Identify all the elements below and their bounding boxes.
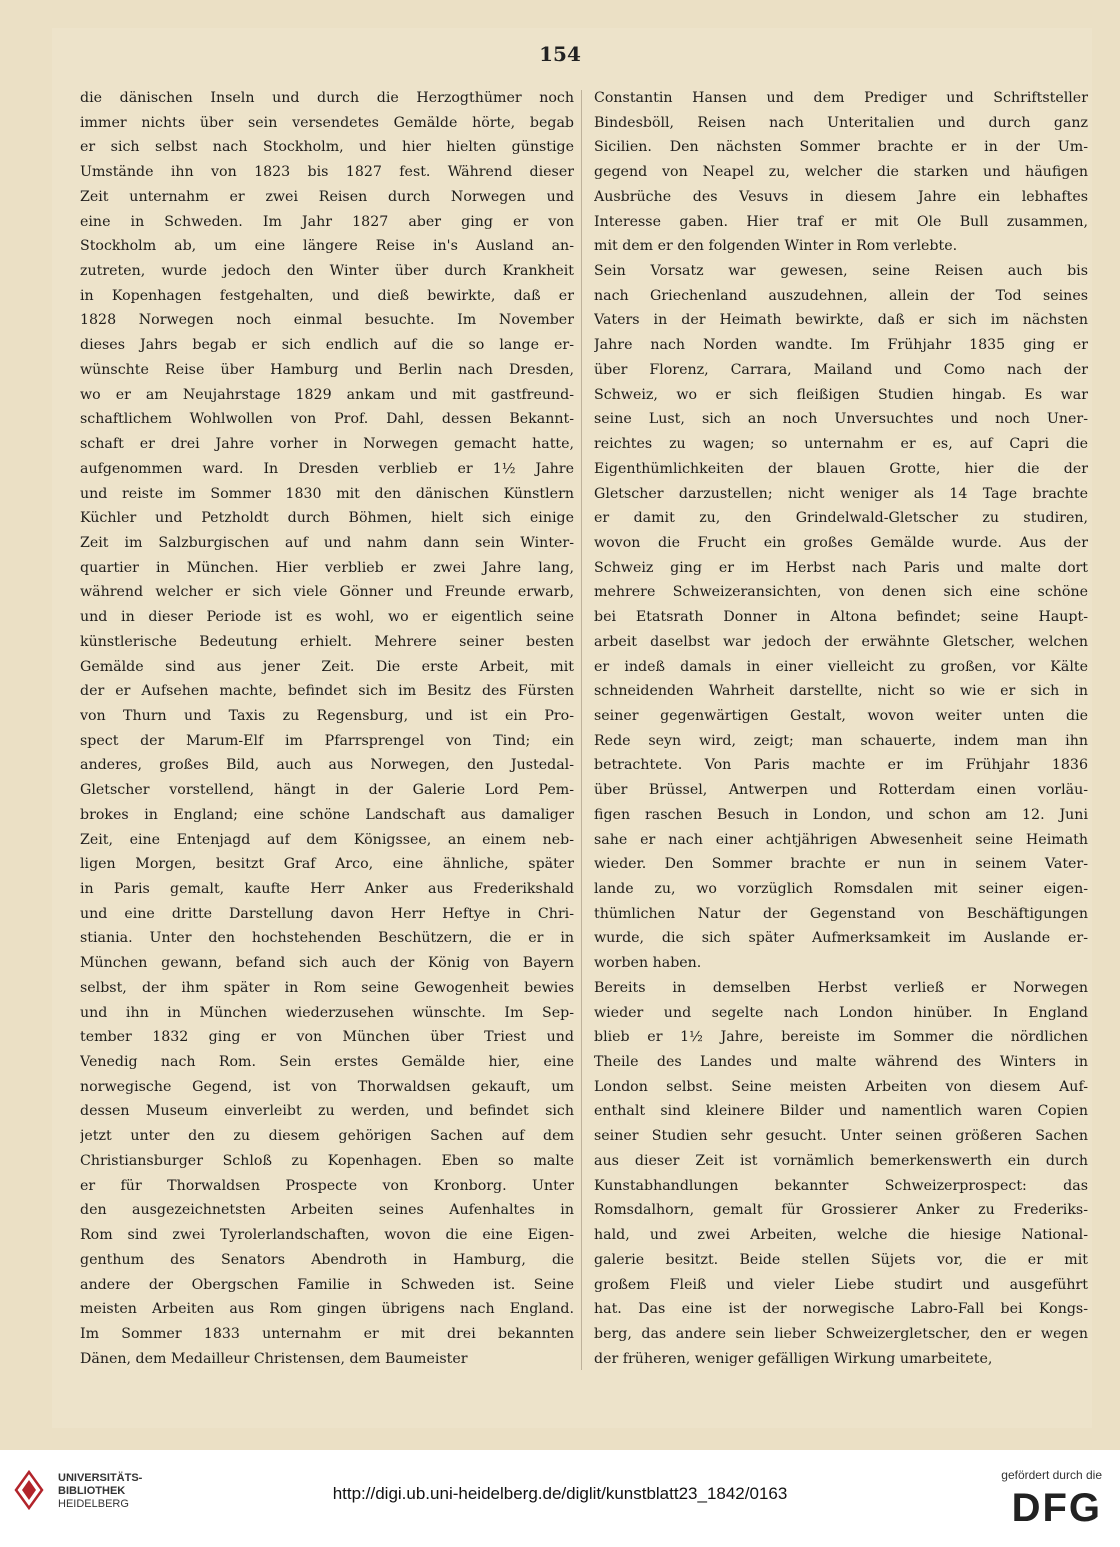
- text-line: aufgenommen ward. In Dresden verblieb er 1½ Jahre: [80, 460, 574, 477]
- text-line: enthalt sind kleinere Bilder und namentlich waren Copien: [594, 1103, 1088, 1120]
- text-line: quartier in München. Hier verblieb er zwei Jahre lang,: [80, 559, 574, 576]
- text-line: Zeit im Salzburgischen auf und nahm dann sein Winter-: [80, 534, 574, 551]
- text-line: er für Thorwaldsen Prospecte von Kronborg. Unter: [80, 1177, 574, 1194]
- text-line: in Paris gemalt, kaufte Herr Anker aus Frederikshald: [80, 881, 574, 897]
- text-line: mehrere Schweizeransichten, von denen sich eine schöne: [594, 584, 1088, 601]
- text-line: Venedig nach Rom. Sein erstes Gemälde hier, eine: [80, 1054, 574, 1071]
- text-line: norwegische Gegend, ist von Thorwaldsen gekauft, um: [80, 1078, 574, 1095]
- text-line: blieb er 1½ Jahre, bereiste im Sommer die nördlichen: [594, 1029, 1088, 1046]
- text-line: nach Griechenland auszudehnen, allein der Tod seines: [594, 287, 1088, 304]
- right-text-column: [594, 86, 1088, 1371]
- text-line: berg, das andere sein lieber Schweizergletscher, den er wegen: [594, 1325, 1088, 1342]
- text-line: seiner gegenwärtigen Gestalt, wovon weiter unten die: [594, 707, 1088, 724]
- text-line: er damit zu, den Grindelwald-Gletscher zu studiren,: [594, 510, 1088, 527]
- text-line: bei Etatsrath Donner in Altona befindet; seine Haupt-: [594, 609, 1088, 626]
- text-line: Theile des Landes und malte während des Winters in: [594, 1054, 1088, 1071]
- library-name-line1: UNIVERSITÄTS-: [58, 1472, 143, 1484]
- library-name-line3: HEIDELBERG: [58, 1498, 129, 1510]
- text-line: Christiansburger Schloß zu Kopenhagen. Eben so malte: [80, 1152, 574, 1169]
- text-line: Jahre nach Norden wandte. Im Frühjahr 1835 ging er: [594, 337, 1088, 354]
- text-line: und eine dritte Darstellung davon Herr Heftye in Chri-: [80, 905, 574, 922]
- text-line: hald, und zwei Arbeiten, welche die hiesige National-: [594, 1227, 1088, 1244]
- text-line: tember 1832 ging er von München über Triest und: [80, 1029, 574, 1046]
- text-line: der früheren, weniger gefälligen Wirkung umarbeitete,: [594, 1350, 993, 1367]
- text-line: er sich selbst nach Stockholm, und hier hielten günstige: [80, 139, 574, 156]
- text-line: Rom sind zwei Tyrolerlandschaften, wovon die eine Eigen-: [80, 1227, 574, 1244]
- text-line: in Kopenhagen festgehalten, und dieß bewirkte, daß er: [80, 287, 574, 304]
- text-line: schaft er drei Jahre vorher in Norwegen gemacht hatte,: [80, 436, 574, 453]
- text-line: eine in Schweden. Im Jahr 1827 aber ging er von: [80, 213, 574, 230]
- text-line: jetzt unter den zu diesem gehörigen Sachen auf dem: [80, 1128, 574, 1145]
- text-line: anderes, großes Bild, auch aus Norwegen, den Justedal-: [80, 757, 574, 774]
- text-line: Gletscher vorstellend, hängt in der Galerie Lord Pem-: [80, 782, 574, 799]
- text-line: Dänen, dem Medailleur Christensen, dem Baumeister: [80, 1350, 468, 1367]
- text-line: Gletscher darzustellen; nicht weniger als 14 Tage brachte: [594, 485, 1088, 502]
- text-line: Constantin Hansen und dem Prediger und Schriftsteller: [594, 90, 1088, 106]
- text-line: München gewann, befand sich auch der König von Bayern: [80, 955, 574, 972]
- column-divider: [581, 90, 582, 1370]
- permalink-url[interactable]: http://digi.ub.uni-heidelberg.de/diglit/kunstblatt23_1842/0163: [332, 1484, 788, 1503]
- text-line: über Florenz, Carrara, Mailand und Como nach der: [594, 361, 1088, 378]
- text-line: ligen Morgen, besitzt Graf Arco, eine ähnliche, später: [80, 856, 574, 873]
- text-line: Schweiz, wo er sich fleißigen Studien hingab. Es war: [594, 386, 1088, 403]
- text-line: zutreten, wurde jedoch den Winter über durch Krankheit: [80, 263, 574, 280]
- text-line: brokes in England; eine schöne Landschaft aus damaliger: [80, 806, 574, 823]
- text-line: hat. Das eine ist der norwegische Labro-Fall bei Kongs-: [594, 1301, 1088, 1318]
- text-line: Eigenthümlichkeiten der blauen Grotte, hier die der: [594, 460, 1088, 477]
- text-line: seine Lust, sich an noch Unversuchtes und noch Uner-: [594, 411, 1088, 428]
- text-line: wo er am Neujahrstage 1829 ankam und mit gastfreund-: [80, 386, 574, 403]
- text-line: über Brüssel, Antwerpen und Rotterdam einen vorläu-: [594, 782, 1088, 799]
- text-line: wieder. Den Sommer brachte er nun in seinem Vater-: [594, 856, 1088, 873]
- text-line: Romsdalhorn, gemalt für Grossierer Anker zu Frederiks-: [594, 1202, 1088, 1219]
- text-line: Im Sommer 1833 unternahm er mit drei bekannten: [80, 1325, 574, 1342]
- text-line: wurde, die sich später Aufmerksamkeit im Auslande er-: [594, 930, 1088, 947]
- text-line: spect der Marum-Elf im Pfarrsprengel von Tind; ein: [80, 732, 574, 749]
- text-line: Vaters in der Heimath bewirkte, daß er sich im nächsten: [594, 312, 1088, 329]
- text-line: figen raschen Besuch in London, und schon am 12. Juni: [594, 806, 1088, 823]
- text-line: Zeit unternahm er zwei Reisen durch Norwegen und: [80, 188, 574, 205]
- text-line: betrachtete. Von Paris machte er im Frühjahr 1836: [594, 757, 1088, 774]
- text-line: Zeit, eine Entenjagd auf dem Königssee, an einem neb-: [80, 831, 574, 848]
- text-line: Küchler und Petzholdt durch Böhmen, hielt sich einige: [80, 510, 574, 527]
- left-text-column: [80, 86, 574, 1371]
- text-line: 1828 Norwegen noch einmal besuchte. Im November: [80, 312, 574, 329]
- library-name-line2: BIBLIOTHEK: [58, 1485, 126, 1497]
- text-line: Schweiz ging er im Herbst nach Paris und malte dort: [594, 559, 1088, 576]
- text-line: dessen Museum einverleibt zu werden, und befindet sich: [80, 1103, 574, 1120]
- text-line: und in dieser Periode ist es wohl, wo er eigentlich seine: [80, 609, 574, 626]
- text-line: wieder und segelte nach London hinüber. In England: [594, 1004, 1088, 1021]
- text-line: Rede seyn wird, zeigt; man schauerte, indem man ihn: [594, 732, 1088, 749]
- text-line: seiner Studien sehr gesucht. Unter seinen größeren Sachen: [594, 1128, 1088, 1145]
- text-line: Interesse gaben. Hier traf er mit Ole Bull zusammen,: [594, 213, 1088, 230]
- text-line: immer nichts über sein versendetes Gemälde hörte, begab: [80, 114, 574, 131]
- text-line: arbeit daselbst war jedoch der erwähnte Gletscher, welchen: [594, 633, 1088, 650]
- text-line: von Thurn und Taxis zu Regensburg, und ist ein Pro-: [80, 707, 574, 724]
- text-line: schaftlichem Wohlwollen von Prof. Dahl, dessen Bekannt-: [80, 411, 574, 428]
- text-line: galerie besitzt. Beide stellen Süjets vor, die er mit: [594, 1251, 1088, 1268]
- text-line: Kunstabhandlungen bekannter Schweizerprospect: das: [594, 1177, 1088, 1194]
- text-line: schneidenden Wahrheit darstellte, nicht so wie er sich in: [594, 683, 1088, 700]
- text-line: Gemälde sind aus jener Zeit. Die erste Arbeit, mit: [80, 658, 574, 675]
- text-line: Sein Vorsatz war gewesen, seine Reisen auch bis: [594, 263, 1088, 280]
- page-number: 154: [539, 42, 581, 66]
- text-line: den ausgezeichnetsten Arbeiten seines Aufenhaltes in: [80, 1202, 574, 1219]
- text-line: thümlichen Natur der Gegenstand von Beschäftigungen: [594, 905, 1088, 922]
- text-line: künstlerische Bedeutung erhielt. Mehrere seiner besten: [80, 633, 574, 650]
- footer-bar: [0, 1450, 1120, 1547]
- dfg-logo[interactable]: DFG: [1011, 1486, 1102, 1530]
- text-line: wünschte Reise über Hamburg und Berlin nach Dresden,: [80, 361, 574, 378]
- text-line: wovon die Frucht ein großes Gemälde wurde. Aus der: [594, 534, 1088, 551]
- text-line: und ihn in München wiederzusehen wünschte. Im Sep-: [80, 1004, 574, 1021]
- text-line: die dänischen Inseln und durch die Herzogthümer noch: [80, 90, 574, 106]
- text-line: Bereits in demselben Herbst verließ er Norwegen: [594, 979, 1088, 996]
- text-line: selbst, der ihm später in Rom seine Gewogenheit bewies: [80, 979, 574, 996]
- text-line: sahe er nach einer achtjährigen Abwesenheit seine Heimath: [594, 831, 1088, 848]
- text-line: lande zu, wo vorzüglich Romsdalen mit seiner eigen-: [594, 881, 1088, 897]
- text-line: andere der Obergschen Familie in Schweden ist. Seine: [80, 1276, 574, 1293]
- text-line: Bindesböll, Reisen nach Unteritalien und durch ganz: [594, 114, 1088, 131]
- text-line: der er Aufsehen machte, befindet sich im Besitz des Fürsten: [80, 683, 574, 700]
- text-line: London selbst. Seine meisten Arbeiten von diesem Auf-: [594, 1078, 1088, 1095]
- funded-by-label: gefördert durch die: [1001, 1468, 1102, 1482]
- text-line: dieses Jahrs begab er sich endlich auf die so lange er-: [80, 337, 574, 354]
- text-line: während welcher er sich viele Gönner und Freunde erwarb,: [80, 584, 574, 601]
- text-line: meisten Arbeiten aus Rom gingen übrigens nach England.: [80, 1301, 574, 1318]
- text-line: worben haben.: [594, 955, 702, 972]
- text-line: Umstände ihn von 1823 bis 1827 fest. Während dieser: [80, 164, 574, 181]
- text-line: Ausbrüche des Vesuvs in diesem Jahre ein lebhaftes: [594, 188, 1088, 205]
- text-line: mit dem er den folgenden Winter in Rom verlebte.: [594, 238, 958, 255]
- text-line: genthum des Senators Abendroth in Hamburg, die: [80, 1251, 574, 1268]
- text-line: stiania. Unter den hochstehenden Beschützern, die er in: [80, 930, 574, 947]
- text-line: Stockholm ab, um eine längere Reise in's Ausland an-: [80, 238, 574, 255]
- text-line: und reiste im Sommer 1830 mit den dänischen Künstlern: [80, 485, 574, 502]
- text-line: Sicilien. Den nächsten Sommer brachte er in der Um-: [594, 139, 1088, 156]
- text-line: gegend von Neapel zu, welcher die starken und häufigen: [594, 164, 1088, 181]
- text-line: aus dieser Zeit ist vornämlich bemerkenswerth ein durch: [594, 1152, 1088, 1169]
- text-line: großem Fleiß und vieler Liebe studirt und ausgeführt: [594, 1276, 1088, 1293]
- text-line: er indeß damals in einer vielleicht zu großen, vor Kälte: [594, 658, 1088, 675]
- text-line: reichtes zu wagen; so unternahm er es, auf Capri die: [594, 436, 1088, 453]
